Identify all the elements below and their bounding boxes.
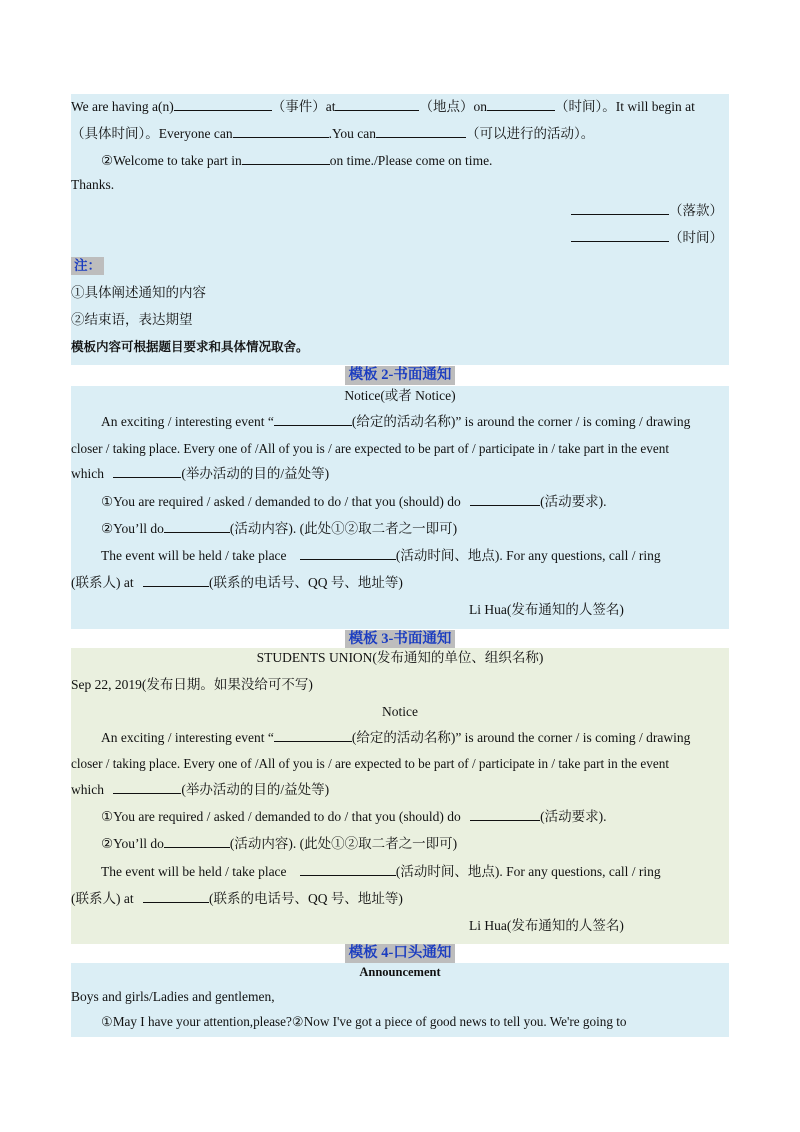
blank [571,229,669,242]
blank [300,863,396,876]
sentence-line-2: （具体时间）。Everyone can .You can （可以进行的活动）。 [71,126,595,141]
paragraph-line: The event will be held / take place (活动时间、地点). For any questions, call / ring [101,548,661,563]
template2-body [71,386,729,629]
template2-title: 模板 2-书面通知 [345,366,456,385]
paragraph-line: ①You are required / asked / demanded to do / that you (should) do (活动要求). [101,494,607,509]
paragraph-line: The event will be held / take place (活动时间、地点). For any questions, call / ring [101,864,661,879]
blank [143,574,209,587]
signature-line: （落款） [571,202,729,220]
template4-title-row [71,944,729,964]
paragraph-line: which (举办活动的目的/益处等) [71,466,330,481]
note-item-2: ②结束语，表达期望 [71,312,193,327]
organization-name: STUDENTS UNION(发布通知的单位、组织名称) [256,650,544,665]
paragraph-line: ①May I have your attention,please?②Now I've got a piece of good news to tell you. We're going to [101,1014,627,1029]
template3-title-row [71,630,729,650]
sentence-line-3: ②Welcome to take part in on time./Please come on time. [101,153,493,168]
note-label: 注： [71,257,104,275]
paragraph-line: ①You are required / asked / demanded to do / that you (should) do (活动要求). [101,809,607,824]
blank [164,835,230,848]
template3-body [71,648,729,944]
signature: Li Hua(发布通知的人签名) [469,918,624,933]
template3-title: 模板 3-书面通知 [345,630,456,649]
blank [274,413,352,426]
note-label-line [71,257,729,275]
blank [174,98,272,111]
blank [376,125,466,138]
note-item-1: ①具体阐述通知的内容 [71,285,206,300]
paragraph-line: An exciting / interesting event “ (给定的活动名称)” is around the corner / is coming / drawing [101,414,691,429]
sentence-line-1: We are having a(n) （事件）at （地点）on （时间）。It will begin at [71,99,695,114]
paragraph-line: closer / taking place. Every one of /All of you is / are expected to be part of / participate in / take part in the event [71,756,669,771]
notice-heading: Notice [382,704,418,719]
salutation: Boys and girls/Ladies and gentlemen, [71,989,275,1004]
blank [242,152,330,165]
blank [470,808,540,821]
blank [113,465,181,478]
paragraph-line: ②You’ll do (活动内容). (此处①②取二者之一即可) [101,836,458,851]
blank [487,98,555,111]
notice-heading: Notice(或者 Notice) [344,388,456,403]
blank [571,202,669,215]
paragraph-line: (联系人) at (联系的电话号、QQ 号、地址等) [71,891,403,906]
blank [274,729,352,742]
signature: Li Hua(发布通知的人签名) [469,602,624,617]
announcement-heading: Announcement [359,965,441,979]
paragraph-line: closer / taking place. Every one of /All of you is / are expected to be part of / participate in / take part in the event [71,441,669,456]
note-remark: 模板内容可根据题目要求和具体情况取舍。 [71,339,309,354]
template2-title-row [71,366,729,386]
template4-body [71,963,729,1037]
publish-date: Sep 22, 2019(发布日期。如果没给可不写) [71,677,313,692]
blank [233,125,329,138]
thanks-line: Thanks. [71,177,115,192]
blank [143,890,209,903]
blank [470,493,540,506]
paragraph-line: ②You’ll do (活动内容). (此处①②取二者之一即可) [101,521,458,536]
blank [164,520,230,533]
date-line: （时间） [571,229,729,247]
paragraph-line: An exciting / interesting event “ (给定的活动名称)” is around the corner / is coming / drawing [101,730,691,745]
template4-title: 模板 4-口头通知 [345,944,456,963]
blank [113,781,181,794]
blank [300,547,396,560]
paragraph-line: (联系人) at (联系的电话号、QQ 号、地址等) [71,575,403,590]
paragraph-line: which (举办活动的目的/益处等) [71,782,330,797]
template1-continuation [71,94,729,365]
blank [335,98,419,111]
